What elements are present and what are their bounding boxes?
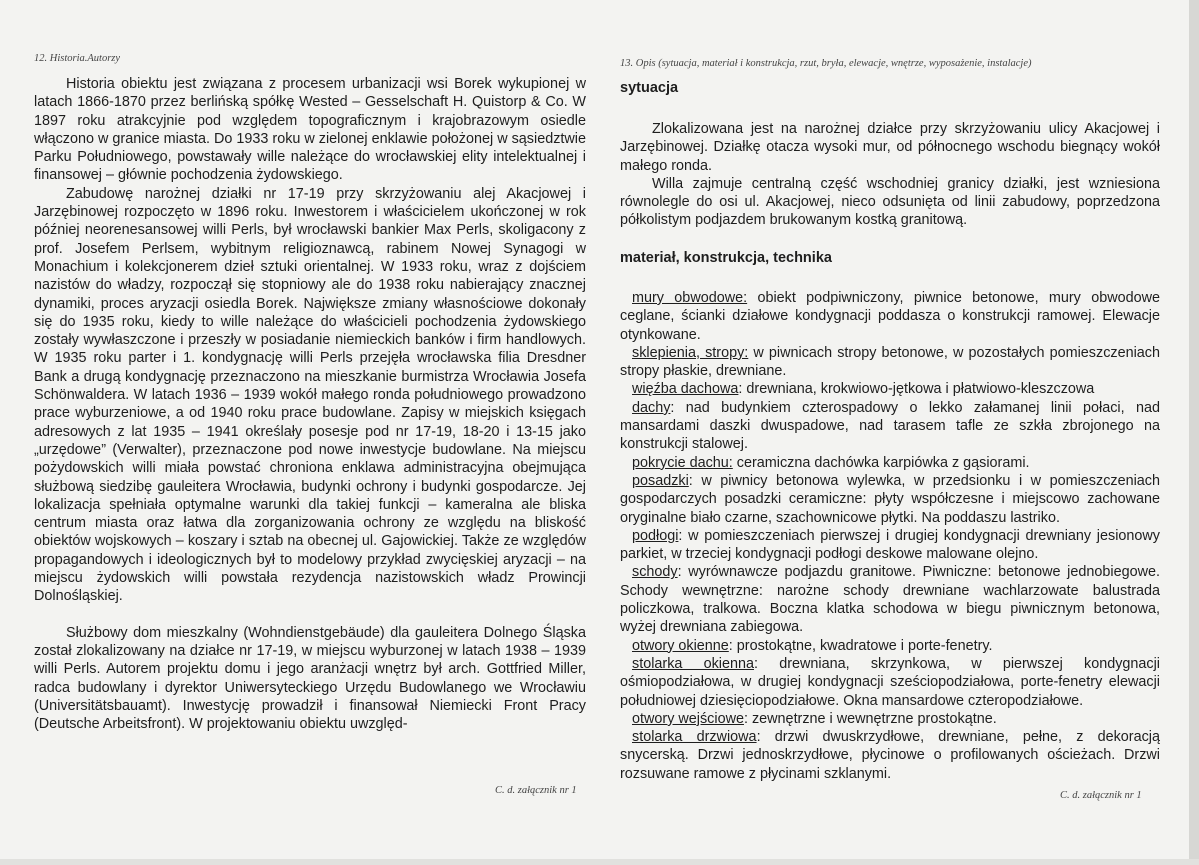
material-item xyxy=(620,344,1160,381)
material-item xyxy=(620,454,1160,472)
material-item-label: posadzki xyxy=(632,472,689,489)
scan-edge-right xyxy=(1189,0,1199,865)
scan-edge-bottom xyxy=(0,859,1199,865)
history-text xyxy=(34,75,586,733)
material-item-label: mury obwodowe: xyxy=(632,290,748,306)
history-paragraph-2: Zabudowę narożnej działki nr 17-19 przy skrzyżowaniu alej Akacjowej i Jarzębinowej rozpoczęto w 1896 roku. Inwestorem i właścicielem ukończonej w rok później neorenesansowej willi Perls, był wrocławski bankier Max Perls, skoligacony z prof. Josefem Perlsem, wybitnym religioznawcą, rabinem Nowej Synagogi w Monachium i kolekcjonerem dzieł sztuki orientalnej. W 1933 roku, wraz z dojściem nazistów do władzy, rozpoczął się stopniowy ale do 1938 roku nabierający znacznej dynamiki, proces aryzacji osiedla Borek. Największe zmiany własnościowe dokonały się do 1935 roku, kiedy to wille należące do właścicieli pochodzenia żydowskiego zostały wywłaszczone i przeszły w posiadanie niemieckich banków i firm handlowych. W 1935 roku parter i 1. kondygnację willi Perls przejęła wrocławska filia Dresdner Bank a drugą kondygnację przeznaczono na mieszkanie burmistrza Wrocławia Josefa Schönwaldera. W latach 1936 – 1939 wokół małego ronda południowego prowadzono prace wyburzeniowe, a od 1940 roku prace budowlane. Zapisy w miejskich księgach adresowych z lat 1935 – 1941 określały posesje pod nr 17-19, 18-20 i 13-15 jako „urzędowe” (Verwalter), przeznaczone pod nowe inwestycje budowlane. Na miejscu pożydowskich willi miała powstać chroniona enklawa administracyjna obejmująca służbową siedzibę gauleitera Wrocławia, budynki ochrony i budynki gospodarcze. Jej lokalizacja spełniała optymalne warunki dla takiej funkcji – kameralna ale bliska centrum miasta oraz łatwa dla zorganizowania ochrony ze względu na bliskość obiektów wojskowych – koszary i sztab na obecnej ul. Gajowickiej. Także ze względów propagandowych i ideologicznych był to modelowy przykład zwycięskiej aryzacji – na miejscu żydowskich willi powstała rezydencja nazistowskich władz Prowincji Dolnośląskiej. xyxy=(34,185,586,605)
material-item-text: : drewniana, skrzynkowa, w pierwszej kondygnacji ośmiopodziałowa, w drugiej kondygnacji sześciopodziałowa, porte-fenetry elewacji południowej dziesięciopodziałowe. Okna mansardowe czteropodziałowe. xyxy=(620,655,1161,709)
history-paragraph-1: Historia obiektu jest związana z procesem urbanizacji wsi Borek wykupionej w latach 1866-1870 przez berlińską spółkę Wested – Gesselschaft H. Quistorp & Co. W 1897 roku atrakcyjnie pod względem topograficznym i krajobrazowym osiedle włączono w granice miasta. Do 1933 roku w zielonej enklawie położonej w sąsiedztwie Parku Południowego, powstawały wille należące do wrocławskiej elity intelektualnej i finansowej – głównie pochodzenia żydowskiego. xyxy=(34,76,586,184)
material-item xyxy=(620,655,1160,710)
material-item-label: stolarka okienna xyxy=(632,655,755,672)
material-item-text: : drzwi dwuskrzydłowe, drewniane, pełne, z dekoracją snycerską. Drzwi jednoskrzydłowe, płycinowe o profilowanych ościeżach. Drzwi rozsuwane ramowe z płycinami szklanymi. xyxy=(620,729,1161,782)
material-item xyxy=(620,637,1160,655)
section-title-material: materiał, konstrukcja, technika xyxy=(620,250,832,266)
material-item-label: otwory wejściowe xyxy=(632,710,744,727)
situation-text xyxy=(620,120,1160,230)
material-item xyxy=(620,563,1160,636)
material-item-label: stolarka drzwiowa xyxy=(632,729,757,746)
material-item-label: dachy xyxy=(632,399,671,416)
material-item-text: w piwnicach stropy betonowe, w pozostałych pomieszczeniach stropy płaskie, drewniane. xyxy=(620,344,1160,380)
left-continuation-note: C. d. załącznik nr 1 xyxy=(495,785,577,796)
right-column xyxy=(620,0,1160,865)
situation-paragraph-1: Zlokalizowana jest na narożnej działce przy skrzyżowaniu ulicy Akacjowej i Jarzębinowej. Działkę otacza wysoki mur, od północnego wschodu biegnący wokół małego ronda. xyxy=(620,121,1160,174)
material-item xyxy=(620,399,1160,454)
material-item-text: : nad budynkiem czterospadowy o lekko załamanej linii połaci, nad mansardami daszki dwuspadowe, nad tarasem tafle ze szkła zbrojonego na konstrukcji stalowej. xyxy=(620,399,1160,453)
material-item-label: więźba dachowa xyxy=(632,381,739,398)
material-item xyxy=(620,380,1160,398)
material-item-text: : w pomieszczeniach pierwszej i drugiej kondygnacji drewniany jesionowy parkiet, w trzeciej kondygnacji podłogi deskowe malowane olejno. xyxy=(620,527,1160,563)
right-continuation-note: C. d. załącznik nr 1 xyxy=(1060,790,1142,801)
material-item-text: : w piwnicy betonowa wylewka, w przedsionku i w pomieszczeniach gospodarczych posadzki ceramiczne: płyty współczesne i miejscowo zachowane oryginalne biało czarne, szachownicowe płytki. Na poddaszu lastriko. xyxy=(620,472,1160,526)
left-header: 12. Historia.Autorzy xyxy=(34,53,121,64)
material-item-label: schody xyxy=(632,564,678,581)
material-item xyxy=(620,289,1160,344)
material-item-text: : wyrównawcze podjazdu granitowe. Piwniczne: betonowe jednobiegowe. Schody wewnętrzne: narożne schody drewniane wachlarzowate balustrada policzkowa, tralkowa. Boczna klatka schodowa w biegu piwnicznym betonowa, wyżej drewniana zabiegowa. xyxy=(620,564,1160,636)
material-item-text: ceramiczna dachówka karpiówka z gąsiorami. xyxy=(732,454,1030,471)
material-item xyxy=(620,527,1160,564)
material-item-label: otwory okienne xyxy=(632,637,729,654)
material-item-text: : zewnętrzne i wewnętrzne prostokątne. xyxy=(743,710,997,727)
material-list xyxy=(620,289,1160,783)
material-item-text: obiekt podpiwniczony, piwnice betonowe, mury obwodowe ceglane, ścianki działowe kondygnacji poddasza o konstrukcji ramowej. Elewacje otynkowane. xyxy=(620,290,1161,343)
material-item-label: podłogi xyxy=(632,527,679,544)
situation-paragraph-2: Willa zajmuje centralną część wschodniej granicy działki, jest wzniesiona równolegle do osi ul. Akacjowej, nieco odsunięta od linii zabudowy, poprzedzona półkolistym podjazdem brukowanym kostką granitową. xyxy=(620,175,1160,229)
left-column xyxy=(30,0,588,865)
right-header: 13. Opis (sytuacja, materiał i konstrukcja, rzut, bryła, elewacje, wnętrze, wyposażenie, instalacje) xyxy=(620,58,1032,69)
material-item-text: : prostokątne, kwadratowe i porte-fenetry. xyxy=(728,637,993,654)
material-item xyxy=(620,728,1160,783)
material-item-label: pokrycie dachu: xyxy=(632,454,733,471)
material-item xyxy=(620,710,1160,728)
material-item-label: sklepienia, stropy: xyxy=(632,344,749,361)
history-paragraph-3: Służbowy dom mieszkalny (Wohndienstgebäude) dla gauleitera Dolnego Śląska został zlokalizowany na działce nr 17-19, w miejscu wyburzonej w latach 1938 – 1939 willi Perls. Autorem projektu domu i jego aranżacji wnętrz był arch. Gottfried Miller, radca budowlany i dyrektor Uniwersyteckiego Urzędu Budowlanego we Wrocławiu (Universitätsbauamt). Inwestycję prowadził i finansował Niemiecki Front Pracy (Deutsche Arbeitsfront). W projektowaniu obiektu uwzględ- xyxy=(34,624,586,733)
section-title-situation: sytuacja xyxy=(620,80,679,96)
material-item xyxy=(620,472,1160,527)
material-item-text: : drewniana, krokwiowo-jętkowa i płatwiowo-kleszczowa xyxy=(738,381,1095,398)
